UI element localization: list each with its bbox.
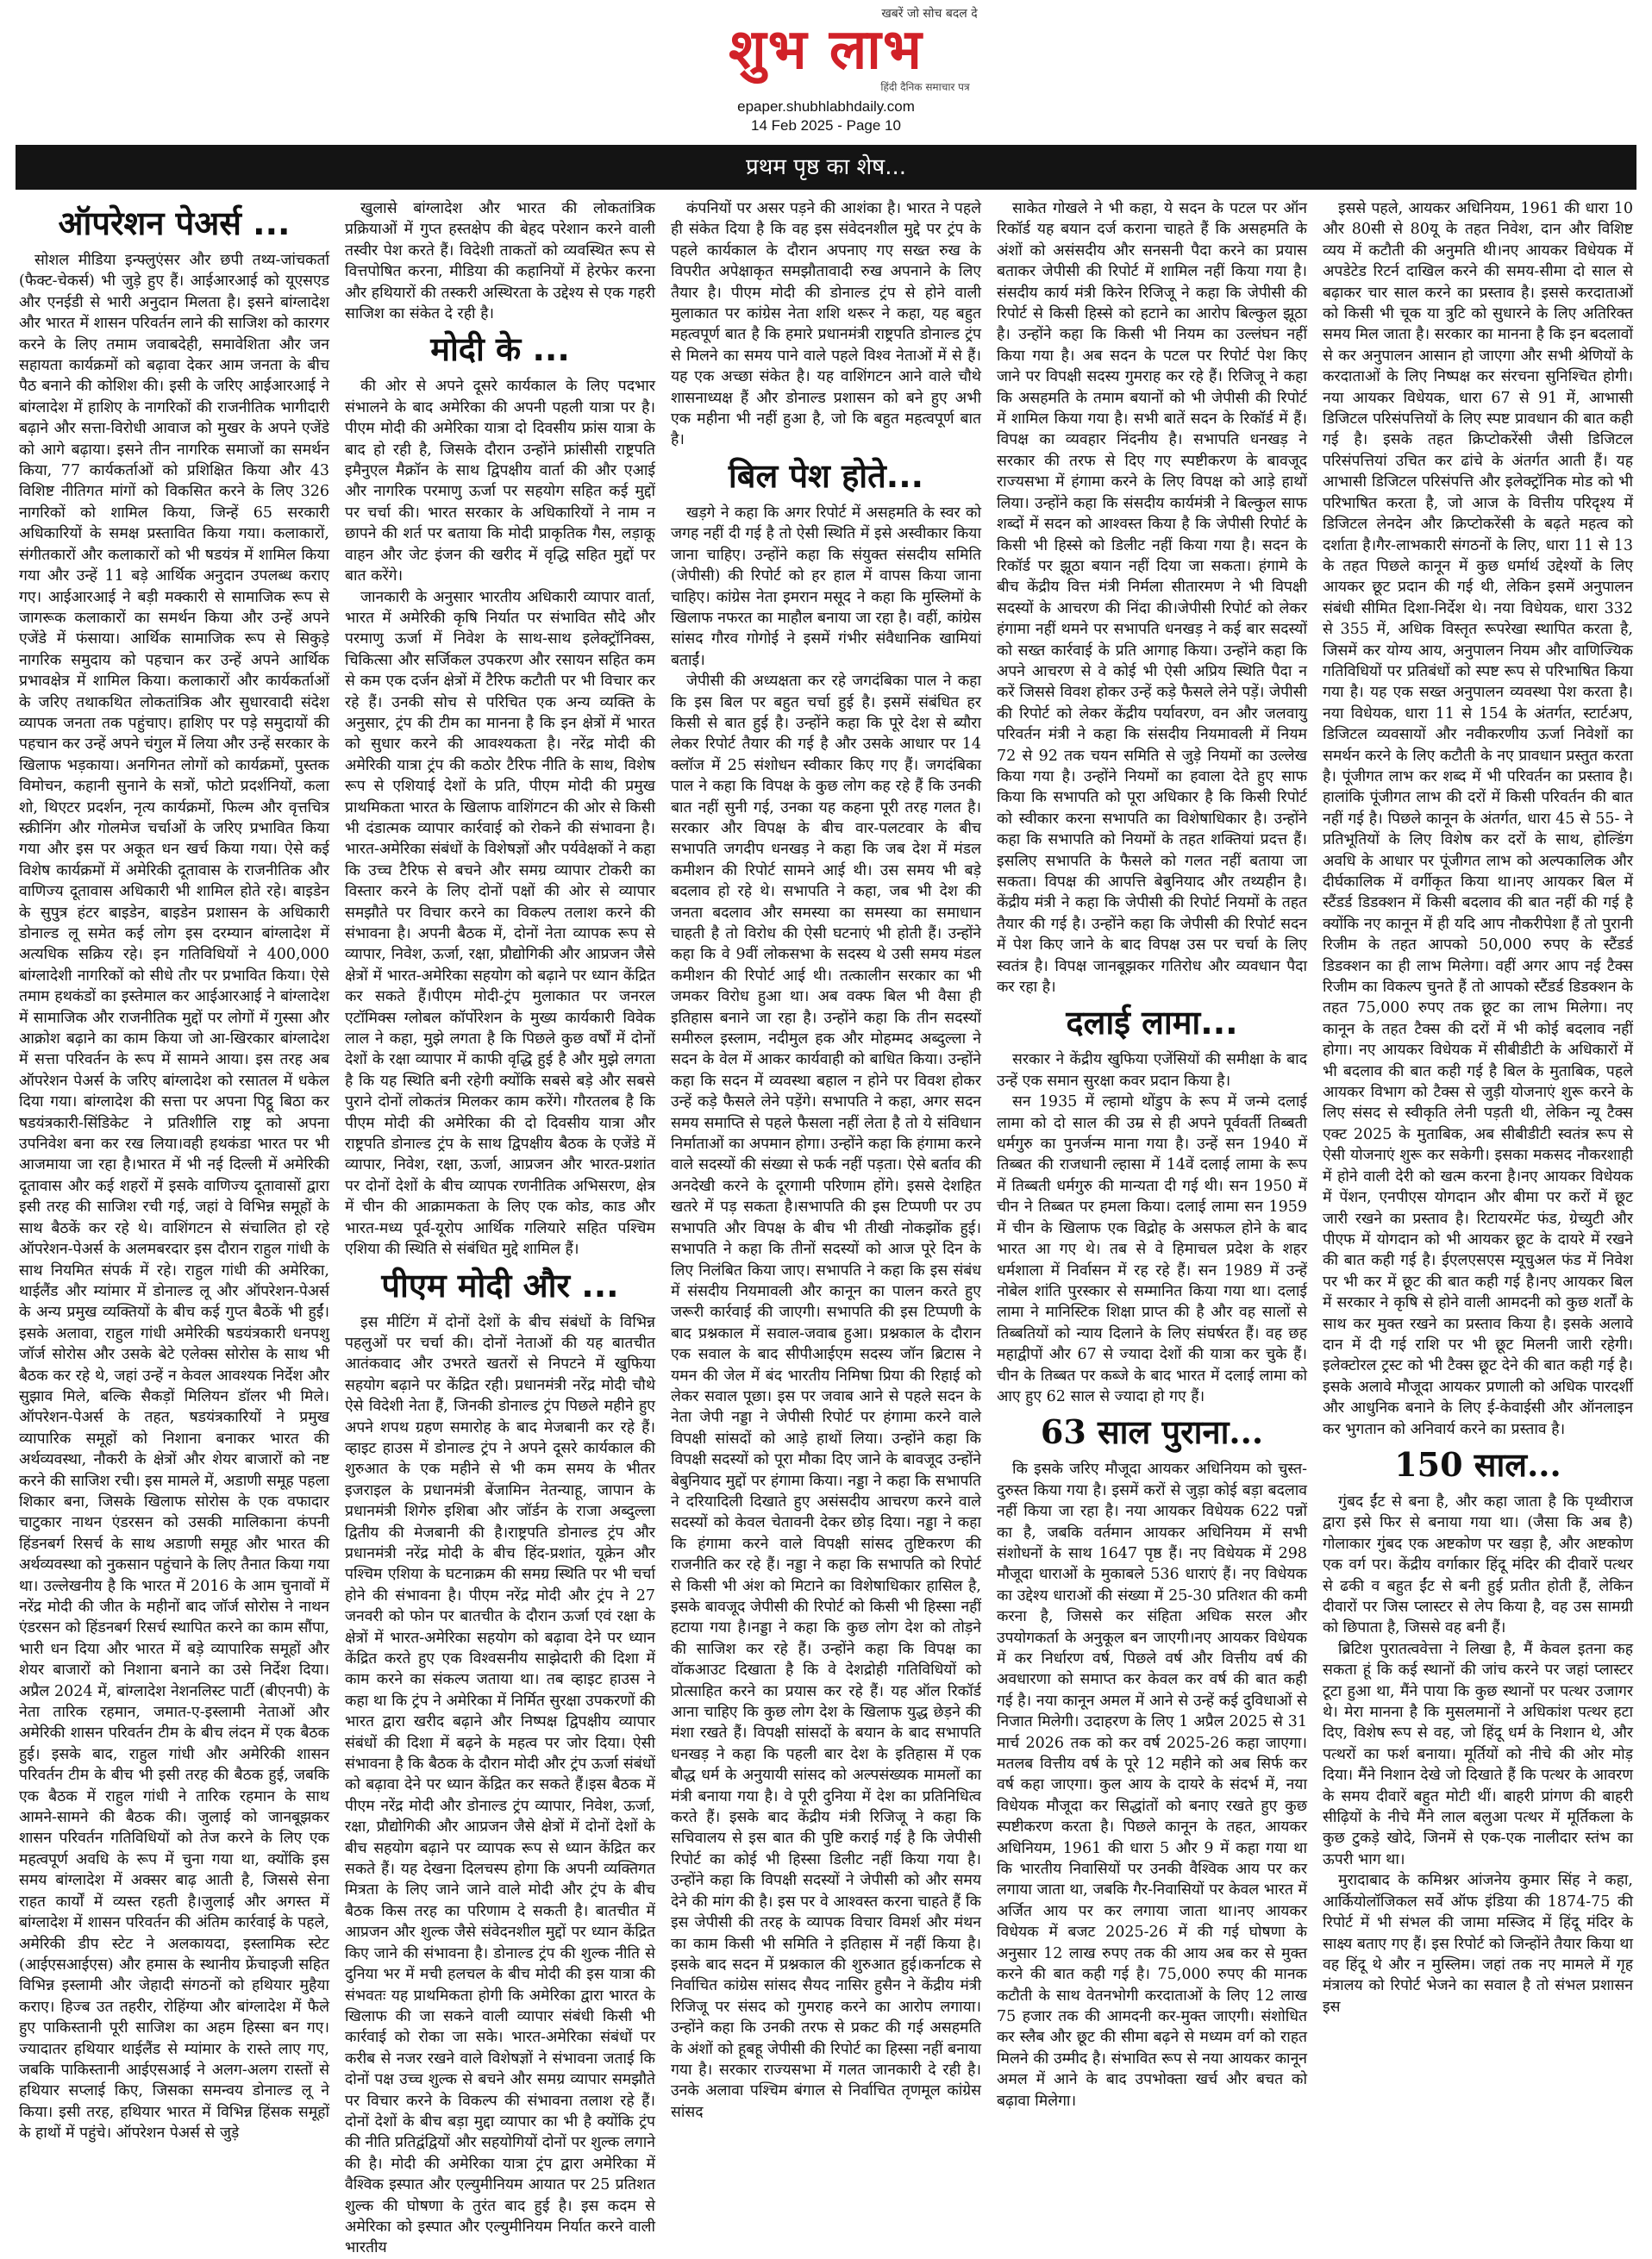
article-paragraph: इस मीटिंग में दोनों देशों के बीच संबंधों के विभिन्न पहलुओं पर चर्चा की। दोनों नेताओं की यह बातचीत आतंकवाद और उभरते खतरों से निपटने में खुफिया सहयोग बढ़ाने पर केंद्रित रही। प्रधानमंत्री नरेंद्र मोदी चौथे ऐसे विदेशी नेता हैं, जिनकी डोनाल्ड ट्रंप पिछले महीने हुए अपने शपथ ग्रहण समारोह के बाद मेजबानी कर रहे हैं।व्हाइट हाउस में डोनाल्ड ट्रंप ने अपने दूसरे कार्यकाल की शुरुआत के एक महीने से भी कम समय के भीतर इजराइल के प्रधानमंत्री बेंजामिन नेतन्याहू, जापान के प्रधानमंत्री शिगेरु इशिबा और जॉर्डन के राजा अब्दुल्ला द्वितीय की मेजबानी की है।राष्ट्रपति डोनाल्ड ट्रंप और प्रधानमंत्री नरेंद्र मोदी के बीच हिंद-प्रशांत, यूक्रेन और पश्चिम एशिया के घटनाक्रम की समग्र स्थिति पर भी चर्चा होने की संभावना है। पीएम नरेंद्र मोदी और ट्रंप ने 27 जनवरी को फोन पर बातचीत के दौरान ऊर्जा एवं रक्षा के क्षेत्रों में भारत-अमेरिका सहयोग को बढ़ावा देने पर ध्यान केंद्रित करते हुए एक विश्वसनीय साझेदारी की दिशा में काम करने का संकल्प जताया था। तब व्हाइट हाउस ने कहा था कि ट्रंप ने अमेरिका में निर्मित सुरक्षा उपकरणों की भारत द्वारा खरीद बढ़ाने और निष्पक्ष द्विपक्षीय व्यापार संबंधों की दिशा में बढ़ने के महत्व पर जोर दिया। ऐसी संभावना है कि बैठक के दौरान मोदी और ट्रंप ऊर्जा संबंधों को बढ़ावा देने पर ध्यान केंद्रित कर सकते हैं।इस बैठक में पीएम नरेंद्र मोदी और डोनाल्ड ट्रंप व्यापार, निवेश, ऊर्जा, रक्षा, प्रौद्योगिकी और आप्रजन जैसे क्षेत्रों में दोनों देशों के बीच सहयोग बढ़ाने पर व्यापक रूप से ध्यान केंद्रित कर सकते हैं। यह देखना दिलचस्प होगा कि अपनी व्यक्तिगत मित्रता के लिए जाने जाने वाले मोदी और ट्रंप के बीच बैठक किस तरह का परिणाम दे सकती है। बातचीत में आप्रजन और शुल्क जैसे संवेदनशील मुद्दों पर ध्यान केंद्रित किए जाने की संभावना है। डोनाल्ड ट्रंप की शुल्क नीति से दुनिया भर में मची हलचल के बीच मोदी की इस यात्रा की संभवतः यह प्राथमिकता होगी कि अमेरिका द्वारा भारत के खिलाफ की जा सकने वाली व्यापार संबंधी किसी भी कार्रवाई को रोका जा सके। भारत-अमेरिका संबंधों पर करीब से नजर रखने वाले विशेषज्ञों ने संभावना जताई कि दोनों पक्ष उच्च शुल्क से बचने और समग्र व्यापार समझौते पर विचार करने के विकल्प की संभावना तलाश रहे हैं।दोनों देशों के बीच बड़ा मुद्दा व्यापार का भी है क्योंकि ट्रंप की नीति प्रतिद्वंद्वियों और सहयोगियों दोनों पर शुल्क लगाने की है। मोदी की अमेरिका यात्रा ट्रंप द्वारा अमेरिका में वैश्विक इस्पात और एल्युमीनियम आयात पर 25 प्रतिशत शुल्क की घोषणा के तुरंत बाद हुई है। इस कदम से अमेरिका को इस्पात और एल्युमीनियम निर्यात करने वाली भारतीय (345, 1313, 655, 2257)
column-1 (19, 198, 329, 2225)
article-heading: मोदी के ... (430, 330, 570, 369)
masthead-tagline: खबरें जो सोच बदल दे (881, 7, 978, 21)
article-paragraph: सरकार ने केंद्रीय खुफिया एजेंसियों की समीक्षा के बाद उन्हें एक समान सुरक्षा कवर प्रदान किया है। (997, 1051, 1307, 1090)
article-paragraph: मुरादाबाद के कमिश्नर आंजनेय कुमार सिंह ने कहा, आर्कियोलॉजिकल सर्वे ऑफ इंडिया की 1874-75 की रिपोर्ट में भी संभल की जामा मस्जिद में हिंदू मंदिर के साक्ष्य बताए गए हैं। इस रिपोर्ट को जिन्होंने तैयार किया था वह हिंदू थे और न मुस्लिम। जहां तक नए मामले में गृह मंत्रालय को रिपोर्ट भेजने का सवाल है तो संभल प्रशासन इस (1323, 1872, 1633, 2016)
article-paragraph: इससे पहले, आयकर अधिनियम, 1961 की धारा 10 और 80सी से 80यू के तहत निवेश, दान और विशिष्ट व्यय में कटौती की अनुमति थी।नए आयकर विधेयक में अपडेटेड रिटर्न दाखिल करने की समय-सीमा दो साल से बढ़ाकर चार साल करने का प्रस्ताव है। इससे करदाताओं को किसी भी चूक या त्रुटि को सुधारने के लिए अतिरिक्त समय मिल जाता है। सरकार का मानना है कि इन बदलावों से कर अनुपालन आसान हो जाएगा और सभी श्रेणियों के करदाताओं के लिए निष्पक्ष कर संरचना सुनिश्चित होगी। नया आयकर विधेयक, धारा 67 से 91 में, आभासी डिजिटल परिसंपत्तियों के लिए स्पष्ट प्रावधान की बात कही गई है। इसके तहत क्रिप्टोकरेंसी जैसी डिजिटल परिसंपत्तियां उचित कर ढांचे के अंतर्गत आती हैं। यह आभासी डिजिटल परिसंपत्ति और इलेक्ट्रॉनिक मोड को भी परिभाषित करता है, जो आज के वित्तीय परिदृश्य में डिजिटल लेनदेन और क्रिप्टोकरेंसी के बढ़ते महत्व को दर्शाता है।गैर-लाभकारी संगठनों के लिए, धारा 11 से 13 के तहत पिछले कानून में कुछ धर्मार्थ उद्देश्यों के लिए आयकर छूट प्रदान की गई थी, लेकिन इसमें अनुपालन संबंधी सीमित दिशा-निर्देश थे। नया विधेयक, धारा 332 से 355 में, अधिक विस्तृत रूपरेखा स्थापित करता है, जिसमें कर योग्य आय, अनुपालन नियम और वाणिज्यिक गतिविधियों पर प्रतिबंधों को स्पष्ट रूप से परिभाषित किया गया है। यह एक सख्त अनुपालन व्यवस्था पेश करता है। नया विधेयक, धारा 11 से 154 के अंतर्गत, स्टार्टअप, डिजिटल व्यवसायों और नवीकरणीय ऊर्जा निवेशों का समर्थन करने के लिए कटौती के नए प्रावधान प्रस्तुत करता है। पूंजीगत लाभ कर शब्द में भी परिवर्तन का प्रस्ताव है। हालांकि पूंजीगत लाभ की दरों में किसी परिवर्तन की बात नहीं गई है। पिछले कानून के अंतर्गत, धारा 45 से 55- ने प्रतिभूतियों के लिए विशेष कर दरों के साथ, होल्डिंग अवधि के आधार पर पूंजीगत लाभ को अल्पकालिक और दीर्घकालिक में वर्गीकृत किया था।नए आयकर बिल में स्टैंडर्ड डिडक्शन में किसी बदलाव की बात नहीं की गई है क्योंकि नए कानून में ही यदि आप नौकरीपेशा हैं तो पुरानी रिजीम के तहत आपको 50,000 रुपए के स्टैंडर्ड डिडक्शन का ही लाभ मिलेगा। वहीं अगर आप नई टैक्स रिजीम का विकल्प चुनते हैं तो आपको स्टैंडर्ड डिडक्शन के तहत 75,000 रुपए तक छूट का लाभ मिलेगा। नए कानून के तहत टैक्स की दरों में भी कोई बदलाव नहीं होगा। नए आयकर विधेयक में सीबीडीटी के अधिकारों में भी बदलाव की बात कही गई है बिल के मुताबिक, पहले आयकर विभाग को टैक्स से जुड़ी योजनाएं शुरू करने के लिए संसद से स्वीकृति लेनी पड़ती थी, लेकिन न्यू टैक्स एक्ट 2025 के मुताबिक, अब सीबीडीटी स्वतंत्र रूप से ऐसी योजनाएं शुरू कर सकेगी। इसका मकसद नौकरशाही में होने वाली देरी को खत्म करना है।नए आयकर विधेयक में पेंशन, एनपीएस योगदान और बीमा पर करों में छूट जारी रखने का प्रस्ताव है। रिटायरमेंट फंड, ग्रेच्युटी और पीएफ में योगदान को भी आयकर छूट के दायरे में रखने की बात कही गई है। ईएलएसएस म्यूचुअल फंड में निवेश पर भी कर में छूट की बात कही गई है।नए आयकर बिल में सरकार ने कृषि से होने वाली आमदनी को कुछ शर्तों के साथ कर मुक्त रखने का प्रस्ताव किया है। इसके अलावे दान में दी गई राशि पर भी छूट मिलनी जारी रहेगी। इलेक्टोरल ट्रस्ट को भी टैक्स छूट देने की बात कही गई है। इसके अलावे मौजूदा आयकर प्रणाली को अधिक पारदर्शी और आधुनिक बनाने के लिए ई-केवाईसी और ऑनलाइन कर भुगतान को अनिवार्य करने का प्रस्ताव है। (1323, 200, 1633, 1438)
column-5 (1323, 198, 1633, 2225)
article-paragraph: जानकारी के अनुसार भारतीय अधिकारी व्यापार वार्ता, भारत में अमेरिकी कृषि निर्यात पर संभावित सौदे और परमाणु ऊर्जा में निवेश के साथ-साथ इलेक्ट्रॉनिक्स, चिकित्सा और सर्जिकल उपकरण और रसायन सहित कम से कम एक दर्जन क्षेत्रों में टैरिफ कटौती पर भी विचार कर रहे हैं। उनकी सोच से परिचित एक अन्य व्यक्ति के अनुसार, ट्रंप की टीम का मानना है कि इन क्षेत्रों में भारत को सुधार करने की आवश्यकता है। नरेंद्र मोदी की अमेरिकी यात्रा ट्रंप की कठोर टैरिफ नीति के साथ, विशेष रूप से एशियाई देशों के प्रति, पीएम मोदी की प्रमुख प्राथमिकता भारत के खिलाफ वाशिंगटन की ओर से किसी भी दंडात्मक व्यापार कार्रवाई को रोकने की संभावना है। भारत-अमेरिका संबंधों के विशेषज्ञों और पर्यवेक्षकों ने कहा कि उच्च टैरिफ से बचने और समग्र व्यापार टोकरी का विस्तार करने के लिए दोनों पक्षों की ओर से व्यापार समझौते पर विचार करने का विकल्प तलाश करने की संभावना है। अपनी बैठक में, दोनों नेता व्यापक रूप से व्यापार, निवेश, ऊर्जा, रक्षा, प्रौद्योगिकी और आप्रजन जैसे क्षेत्रों में भारत-अमेरिका सहयोग को बढ़ाने पर ध्यान केंद्रित कर सकते हैं।पीएम मोदी-ट्रंप मुलाकात पर जनरल एटॉमिक्स ग्लोबल कॉर्पोरेशन के मुख्य कार्यकारी विवेक लाल ने कहा, मुझे लगता है कि पिछले कुछ वर्षों में दोनों देशों के रक्षा व्यापार में काफी वृद्धि हुई है और मुझे लगता है कि यह स्थिति बनी रहेगी क्योंकि सबसे बड़े और सबसे पुराने दोनों लोकतंत्र मिलकर काम करेंगे। गौरतलब है कि पीएम मोदी की अमेरिका की दो दिवसीय यात्रा और राष्ट्रपति डोनाल्ड ट्रंप के साथ द्विपक्षीय बैठक के एजेंडे में व्यापार, निवेश, रक्षा, ऊर्जा, आप्रजन और भारत-प्रशांत पर दोनों देशों के बीच व्यापक रणनीतिक अभिसरण, क्षेत्र में चीन की आक्रामकता के लिए एक कोड, काड और भारत-मध्य पूर्व-यूरोप आर्थिक गलियारे सहित पश्चिम एशिया की स्थिति से संबंधित मुद्दे शामिल हैं। (345, 588, 655, 1259)
newspaper-logo: शुभ लाभ (729, 18, 923, 82)
article-paragraph: खड़गे ने कहा कि अगर रिपोर्ट में असहमति के स्वर को जगह नहीं दी गई है तो ऐसी स्थिति में इसे अस्वीकार किया जाना चाहिए। उन्होंने कहा कि संयुक्त संसदीय समिति (जेपीसी) की रिपोर्ट को हर हाल में वापस किया जाना चाहिए। कांग्रेस नेता इमरान मसूद ने कहा कि मुस्लिमों के खिलाफ नफरत का माहौल बनाया जा रहा है। वहीं, कांग्रेस सांसद गौरव गोगोई ने इसमें गंभीर संवैधानिक खामियां बताईं। (671, 504, 981, 669)
column-3 (671, 198, 981, 2225)
article-heading: बिल पेश होते... (728, 456, 924, 495)
article-paragraph: खुलासे बांग्लादेश और भारत की लोकतांत्रिक प्रक्रियाओं में गुप्त हस्तक्षेप की बेहद परेशान करने वाली तस्वीर पेश करते हैं। विदेशी ताकतों को व्यवस्थित रूप से वित्तपोषित करना, मीडिया की कहानियों में हेरफेर करना और हथियारों की तस्करी अस्थिरता के उद्देश्य से एक गहरी साजिश का संकेत दे रही है। (345, 200, 655, 323)
article-heading: 63 साल पुराना... (1040, 1412, 1264, 1452)
epaper-url: epaper.shubhlabhdaily.com (737, 98, 915, 115)
article-paragraph: गुंबद ईंट से बना है, और कहा जाता है कि पृथ्वीराज द्वारा इसे फिर से बनाया गया था। (जैसा कि अब है) गोलाकार गुंबद एक अष्टकोण पर खड़ा है, और अष्टकोण एक वर्ग पर। केंद्रीय वर्गाकार हिंदू मंदिर की दीवारें पत्थर से ढकी व बहुत ईंट से बनी हुई प्रतीत होती हैं, लेकिन दीवारों पर जिस प्लास्टर से लेप किया है, वह उस सामग्री को छिपाता है, जिससे वह बनी हैं। (1323, 1492, 1633, 1637)
column-4 (997, 198, 1307, 2225)
section-banner: प्रथम पृष्ठ का शेष... (16, 145, 1636, 190)
logo-subtitle: हिंदी दैनिक समाचार पत्र (880, 81, 970, 93)
article-paragraph: की ओर से अपने दूसरे कार्यकाल के लिए पदभार संभालने के बाद अमेरिका की अपनी पहली यात्रा पर है।पीएम मोदी की अमेरिका यात्रा दो दिवसीय फ्रांस यात्रा के बाद हो रही है, जिसके दौरान उन्होंने फ्रांसीसी राष्ट्रपति इमैनुएल मैक्रॉन के साथ द्विपक्षीय वार्ता की और एआई और नागरिक परमाणु ऊर्जा पर सहयोग सहित कई मुद्दों पर चर्चा की। भारत सरकार के अधिकारियों ने नाम न छापने की शर्त पर बताया कि मोदी प्राकृतिक गैस, लड़ाकू वाहन और जेट इंजन की खरीद में वृद्धि सहित मुद्दों पर बात करेंगे। (345, 378, 655, 585)
article-heading: दलाई लामा... (1066, 1004, 1238, 1042)
article-heading: 150 साल... (1394, 1444, 1561, 1484)
article-paragraph: साकेत गोखले ने भी कहा, ये सदन के पटल पर ऑन रिकॉर्ड यह बयान दर्ज कराना चाहते हैं कि असहमति के अंशों को असंसदीय और सनसनी पैदा करने का प्रयास बताकर जेपीसी की रिपोर्ट में शामिल नहीं किया गया है।संसदीय कार्य मंत्री किरेन रिजिजू ने कहा कि जेपीसी की रिपोर्ट से किसी हिस्से को हटाने का आरोप बिल्कुल झूठा है। उन्होंने कहा कि किसी भी नियम का उल्लंघन नहीं किया गया है। अब सदन के पटल पर रिपोर्ट पेश किए जाने पर विपक्षी सदस्य गुमराह कर रहे हैं। रिजिजू ने कहा कि असहमति के तमाम बयानों को भी जेपीसी की रिपोर्ट में शामिल किया गया है। सभी बातें सदन के रिकॉर्ड में हैं। विपक्ष का व्यवहार निंदनीय है। सभापति धनखड़ ने सरकार की तरफ से दिए गए स्पष्टीकरण के बावजूद राज्यसभा में हंगामा करने के लिए विपक्ष को आड़े हाथों लिया। उन्होंने कहा कि संसदीय कार्यमंत्री ने बिल्कुल साफ शब्दों में सदन को आश्वस्त किया है कि जेपीसी रिपोर्ट के किसी भी हिस्से को डिलीट नहीं किया गया है। सदन के रिकॉर्ड पर झूठा बयान नहीं दिया जा सकता। हंगामे के बीच केंद्रीय वित्त मंत्री निर्मला सीतारमण ने भी विपक्षी सदस्यों के आचरण की निंदा की।जेपीसी रिपोर्ट को लेकर हंगामा नहीं थमने पर सभापति धनखड़ ने कई बार सदस्यों को सख्त कार्रवाई के प्रति आगाह किया। उन्होंने कहा कि अपने आचरण से वे कोई भी ऐसी अप्रिय स्थिति पैदा न करें जिससे विवश होकर उन्हें कड़े फैसले लेने पड़ें। जेपीसी की रिपोर्ट को लेकर केंद्रीय पर्यावरण, वन और जलवायु परिवर्तन मंत्री ने कहा कि संसदीय नियमावली में नियम 72 से 92 तक चयन समिति से जुड़े नियमों का उल्लेख किया गया है। उन्होंने नियमों का हवाला देते हुए साफ किया कि सभापति को पूरा अधिकार है कि किसी रिपोर्ट को स्वीकार करना सभापति का विशेषाधिकार है। उन्होंने कहा कि सभापति को नियमों के तहत शक्तियां प्रदत्त हैं। इसलिए सभापति के फैसले को गलत नहीं बताया जा सकता। विपक्ष की आपत्ति बेबुनियाद और तथ्यहीन है। केंद्रीय मंत्री ने कहा कि जेपीसी की रिपोर्ट नियमों के तहत तैयार की गई है। उन्होंने कहा कि जेपीसी की रिपोर्ट सदन में पेश किए जाने के बाद विपक्ष उस पर चर्चा के लिए स्वतंत्र है। विपक्ष जानबूझकर गतिरोध और व्यवधान पैदा कर रहा है। (997, 200, 1307, 997)
column-2 (345, 198, 655, 2257)
date-page: 14 Feb 2025 - Page 10 (751, 117, 901, 134)
article-heading: ऑपरेशन पेअर्स ... (58, 204, 291, 242)
masthead (0, 0, 1652, 138)
article-columns (19, 198, 1633, 2257)
article-paragraph: ब्रिटिश पुरातत्ववेत्ता ने लिखा है, मैं केवल इतना कह सकता हूं कि कई स्थानों की जांच करने पर जहां प्लास्टर टूटा हुआ था, मैंने पाया कि कुछ स्थानों पर पत्थर उजागर थे। मेरा मानना है कि मुसलमानों ने अधिकांश पत्थर हटा दिए, विशेष रूप से वह, जो हिंदू धर्म के निशान थे, और पत्थरों का फर्श बनाया। मूर्तियों को नीचे की ओर मोड़ दिया। मैंने निशान देखे जो दिखाते हैं कि पत्थर के आवरण के समय दीवारें बहुत मोटी थीं। बाहरी प्रांगण की बाहरी सीढ़ियों के नीचे मैंने लाल बलुआ पत्थर में मूर्तिकला के कुछ टुकड़े खोदे, जिनमें से एक-एक नालीदार स्तंभ का ऊपरी भाग था। (1323, 1640, 1633, 1868)
article-paragraph: सोशल मीडिया इन्फ्लुएंसर और छपी तथ्य-जांचकर्ता (फैक्ट-चेकर्स) भी जुड़े हुए हैं। आईआरआई को यूएसएड और एनईडी से भारी अनुदान मिलता है। इसने बांग्लादेश और भारत में शासन परिवर्तन लाने की साजिश को कारगर करने के लिए तमाम जवाबदेही, समावेशिता और जन सहायता कार्यक्रमों को बढ़ावा देकर आम जनता के बीच पैठ बनाने की कोशिश की। इसी के जरिए आईआरआई ने बांग्लादेश में हाशिए के नागरिकों की राजनीतिक भागीदारी बढ़ाने और सत्ता-विरोधी आवाज को मुखर के अपने एजेंडे को आगे बढ़ाया। इसने तीन नागरिक समाजों का समर्थन किया, 77 कार्यकर्ताओं को प्रशिक्षित किया और 43 विशिष्ट नीतिगत मांगों को विकसित करने के लिए 326 नागरिकों को शामिल किया, जिन्हें 65 सरकारी अधिकारियों के समक्ष प्रस्तावित किया गया। कलाकारों, संगीतकारों और कलाकारों को भी षडयंत्र में शामिल किया गया और उन्हें 11 बड़े आर्थिक अनुदान उपलब्ध कराए गए। आईआरआई ने बड़ी मक्कारी से सामाजिक रूप से जागरूक कलाकारों का समर्थन किया और उन्हें अपने एजेंडे में फंसाया। आर्थिक सामाजिक रूप से सिकुड़े नागरिक समुदाय को पहचान कर उन्हें अपने आर्थिक प्रभावक्षेत्र में शामिल किया। कलाकारों और कार्यकर्ताओं के जरिए तथाकथित लोकतांत्रिक और सुधारवादी संदेश व्यापक जनता तक पहुंचाए। हाशिए पर पड़े समुदायों की पहचान कर उन्हें अपने चंगुल में लिया और उन्हें सरकार के खिलाफ भड़काया। अनगिनत लोगों को कार्यक्रमों, पुस्तक विमोचन, कहानी सुनाने के सत्रों, फोटो प्रदर्शनियों, कला शो, थिएटर प्रदर्शन, नृत्य कार्यक्रमों, फिल्म और वृत्तचित्र स्क्रीनिंग और गोलमेज चर्चाओं के जरिए प्रभावित किया गया और इस पर अकूत धन खर्च किया गया। ऐसे कई विशेष कार्यक्रमों में अमेरिकी दूतावास के राजनीतिक और वाणिज्य दूतावास अधिकारी भी शामिल होते रहे। बाइडेन के सुपुत्र हंटर बाइडेन, बाइडेन प्रशासन के अधिकारी डोनाल्ड लू समेत कई लोग इस दरम्यान बांग्लादेश में अत्यधिक सक्रिय रहे। इन गतिविधियों ने 400,000 बांग्लादेशी नागरिकों को सीधे तौर पर प्रभावित किया। ऐसे तमाम हथकंडों का इस्तेमाल कर आईआरआई ने बांग्लादेश में सामाजिक और राजनीतिक मुद्दों पर लोगों में गुस्सा और आक्रोश बढ़ाने का काम किया जो आ-खिरकार बांग्लादेश में सत्ता परिवर्तन के रूप में सामने आया। इस तरह अब ऑपरेशन पेअर्स के जरिए बांग्लादेश को रसातल में धकेल दिया गया। बांग्लादेश की सत्ता पर अपना पिट्ठू बिठा कर षडयंत्रकारी-सिंडिकेट ने प्रतिशीलि राष्ट्र को अपना उपनिवेश बना कर रख लिया।वही हथकंडा भारत पर भी आजमाया जा रहा है।भारत में भी नई दिल्ली में अमेरिकी दूतावास और कई शहरों में इसके वाणिज्य दूतावासों द्वारा इसी तरह की साजिश रची गई, जहां वे विभिन्न समूहों के साथ बैठकें कर रहे थे। वाशिंगटन से संचालित हो रहे ऑपरेशन-पेअर्स के अलमबरदार इस दौरान राहुल गांधी के साथ नियमित संपर्क में रहे। राहुल गांधी की अमेरिका, थाईलैंड और म्यांमार में डोनाल्ड लू और ऑपरेशन-पेअर्स के अन्य प्रमुख व्यक्तियों के बीच कई गुप्त बैठकें भी हुईं। इसके अलावा, राहुल गांधी अमेरिकी षडयंत्रकारी धनपशु जॉर्ज सोरोस और उसके बेटे एलेक्स सोरोस के साथ भी बैठक कर रहे थे, जहां उन्हें न केवल आवश्यक निर्देश और सुझाव मिले, बल्कि सैकड़ों मिलियन डॉलर भी मिले।ऑपरेशन-पेअर्स के तहत, षडयंत्रकारियों ने प्रमुख व्यापारिक समूहों को निशाना बनाकर भारत की अर्थव्यवस्था, नौकरी के क्षेत्रों और शेयर बाजारों को नष्ट करने की साजिश रची। इस मामले में, अडाणी समूह पहला शिकार बना, जिसके खिलाफ सोरोस के एक वफादार चाटुकार नाथन एंडरसन को उसकी मालिकाना कंपनी हिंडनबर्ग रिसर्च के साथ अडाणी समूह और भारत की अर्थव्यवस्था को नुकसान पहुंचाने के लिए तैनात किया गया था। उल्लेखनीय है कि भारत में 2016 के आम चुनावों में नरेंद्र मोदी की जीत के महीनों बाद जॉर्ज सोरोस ने नाथन एंडरसन को हिंडनबर्ग रिसर्च स्थापित करने का काम सौंपा, भारी धन दिया और भारत में बड़े व्यापारिक समूहों और शेयर बाजारों को निशाना बनाने का उसे निर्देश दिया। अप्रैल 2024 में, बांग्लादेश नेशनलिस्ट पार्टी (बीएनपी) के नेता तारिक रहमान, जमात-ए-इस्लामी नेताओं और अमेरिकी शासन परिवर्तन टीम के बीच लंदन में एक बैठक हुई। इसके बाद, राहुल गांधी और अमेरिकी शासन परिवर्तन टीम के बीच भी इसी तरह की बैठक हुई, जबकि एक बैठक में राहुल गांधी ने तारिक रहमान के साथ आमने-सामने की बैठक की। जुलाई को जानबूझकर शासन परिवर्तन गतिविधियों को तेज करने के लिए एक महत्वपूर्ण अवधि के रूप में चुना गया था, क्योंकि इस समय बांग्लादेश में अक्सर बाढ़ आती है, जिससे सेना राहत कार्यों में व्यस्त रहती है।जुलाई और अगस्त में बांग्लादेश में शासन परिवर्तन की अंतिम कार्रवाई के पहले, अमेरिकी डीप स्टेट ने अलकायदा, इस्लामिक स्टेट (आईएसआईएस) और हमास के स्थानीय फ्रेंचाइजी सहित विभिन्न इस्लामी और जेहादी संगठनों को हथियार मुहैया कराए। हिज्ब उत तहरीर, रोहिंग्या और बांग्लादेश में फैले हुए पाकिस्तानी पूरी साजिश का अहम हिस्सा बन गए। ज्यादातर हथियार थाईलैंड से म्यांमार के रास्ते लाए गए, जबकि पाकिस्तानी आईएसआई ने अलग-अलग रास्तों से हथियार सप्लाई किए, जिसका समन्वय डोनाल्ड लू ने किया। इसी तरह, हथियार भारत में विभिन्न हिंसक समूहों के हाथों में पहुंचे। ऑपरेशन पेअर्स से जुड़े (19, 252, 329, 2143)
article-heading: पीएम मोदी और ... (381, 1266, 619, 1305)
article-paragraph: कि इसके जरिए मौजूदा आयकर अधिनियम को चुस्त-दुरुस्त किया गया है। इसमें करों से जुड़ा कोई बड़ा बदलाव नहीं किया जा रहा है। नया आयकर विधेयक 622 पन्नों का है, जबकि वर्तमान आयकर अधिनियम में सभी संशोधनों के साथ 1647 पृष्ठ हैं। नए विधेयक में 298 मौजूदा धाराओं के मुकाबले 536 धाराएं हैं। नए विधेयक का उद्देश्य धाराओं की संख्या में 25-30 प्रतिशत की कमी करना है, जिससे कर संहिता अधिक सरल और उपयोगकर्ता के अनुकूल बन जाएगी।नए आयकर विधेयक में कर निर्धारण वर्ष, पिछले वर्ष और वित्तीय वर्ष की अवधारणा को समाप्त कर केवल कर वर्ष की बात कही गई है। नया कानून अमल में आने से उन्हें कई दुविधाओं से निजात मिलेगी। उदाहरण के लिए 1 अप्रैल 2025 से 31 मार्च 2026 तक को कर वर्ष 2025-26 कहा जाएगा। मतलब वित्तीय वर्ष के पूरे 12 महीने को अब सिर्फ कर वर्ष कहा जाएगा। कुल आय के दायरे के संदर्भ में, नया विधेयक मौजूदा कर सिद्धांतों को बनाए रखते हुए कुछ स्पष्टीकरण करता है। पिछले कानून के तहत, आयकर अधिनियम, 1961 की धारा 5 और 9 में कहा गया था कि भारतीय निवासियों पर उनकी वैश्विक आय पर कर लगाया जाता था, जबकि गैर-निवासियों पर केवल भारत में अर्जित आय पर कर लगाया जाता था।नए आयकर विधेयक में बजट 2025-26 में की गई घोषणा के अनुसार 12 लाख रुपए तक की आय अब कर से मुक्त करने की बात कही गई है। 75,000 रुपए की मानक कटौती के साथ वेतनभोगी करदाताओं के लिए 12 लाख 75 हजार तक की आमदनी कर-मुक्त जाएगी। संशोधित कर स्लैब और छूट की सीमा बढ़ने से मध्यम वर्ग को राहत मिलने की उम्मीद है। संभावित रूप से नया आयकर कानून अमल में आने के बाद उपभोक्ता खर्च और बचत को बढ़ावा मिलेगा। (997, 1461, 1307, 2110)
article-paragraph: कंपनियों पर असर पड़ने की आशंका है। भारत ने पहले ही संकेत दिया है कि वह इस संवेदनशील मुद्दे पर ट्रंप के पहले कार्यकाल के दौरान अपनाए गए सख्त रुख के विपरीत अपेक्षाकृत समझौतावादी रुख अपनाने के लिए तैयार है। पीएम मोदी की डोनाल्ड ट्रंप से होने वाली मुलाकात पर कांग्रेस नेता शशि थरूर ने कहा, यह बहुत महत्वपूर्ण बात है कि हमारे प्रधानमंत्री राष्ट्रपति डोनाल्ड ट्रंप से मिलने का समय पाने वाले पहले विश्व नेताओं में से हैं। यह एक अच्छा संकेत है। यह वाशिंगटन आने वाले चौथे शासनाध्यक्ष हैं और डोनाल्ड प्रशासन को बने हुए अभी एक महीना भी नहीं हुआ है, जो कि बहुत महत्वपूर्ण बात है। (671, 200, 981, 449)
article-paragraph: जेपीसी की अध्यक्षता कर रहे जगदंबिका पाल ने कहा कि इस बिल पर बहुत चर्चा हुई है। इसमें संबंधित हर किसी से बात हुई है। उन्होंने कहा कि पूरे देश से ब्यौरा लेकर रिपोर्ट तैयार की गई है और उसके आधार पर 14 क्लॉज में 25 संशोधन स्वीकार किए गए हैं। जगदंबिका पाल ने कहा कि विपक्ष के कुछ लोग कह रहे हैं कि उनकी बात नहीं सुनी गई, उनका यह कहना पूरी तरह गलत है।सरकार और विपक्ष के बीच वार-पलटवार के बीच सभापति जगदीप धनखड़ ने कहा कि जब देश में मंडल कमीशन की रिपोर्ट सामने आई थी। उस समय भी बड़े बदलाव हो रहे थे। सभापति ने कहा, जब भी देश की जनता बदलाव और समस्या का समस्या का समाधान चाहती है तो विरोध की ऐसी घटनाएं भी होती हैं। उन्होंने कहा कि वे 9वीं लोकसभा के सदस्य थे उसी समय मंडल कमीशन की रिपोर्ट आई थी। तत्कालीन सरकार का भी जमकर विरोध हुआ था। अब वक्फ बिल भी वैसा ही इतिहास बनाने जा रहा है। उन्होंने कहा कि तीन सदस्यों समीरुल इस्लाम, नदीमुल हक और मोहम्मद अब्दुल्ला ने सदन के वेल में आकर कार्यवाही को बाधित किया। उन्होंने कहा कि सदन में व्यवस्था बहाल न होने पर विवश होकर उन्हें कड़े फैसले लेने पड़ेंगे। सभापति ने कहा, अगर सदन समय समाप्ति से पहले फैसला नहीं लेता है तो ये संविधान निर्माताओं का अपमान होगा। उन्होंने कहा कि हंगामा करने वाले सदस्यों की संख्या से फर्क नहीं पड़ता। ऐसे बर्ताव की अनदेखी करने के दूरगामी परिणाम होंगे। इससे देशहित खतरे में पड़ सकता है।सभापति की इस टिप्पणी पर उप सभापति और विपक्ष के बीच भी तीखी नोकझोंक हुई। सभापति ने कहा कि तीनों सदस्यों को आज पूरे दिन के लिए निलंबित किया जाए। सभापति ने कहा कि इस संबंध में संसदीय नियमावली और कानून का पालन करते हुए जरूरी कार्रवाई की जाएगी। सभापति की इस टिप्पणी के बाद प्रश्नकाल में सवाल-जवाब हुआ। प्रश्नकाल के दौरान एक सवाल के बाद सीपीआईएम सदस्य जॉन ब्रिटास ने यमन की जेल में बंद भारतीय निमिषा प्रिया की रिहाई को लेकर सवाल पूछा। इस पर जवाब आने से पहले सदन के नेता जेपी नड्डा ने जेपीसी रिपोर्ट पर हंगामा करने वाले विपक्षी सांसदों को आड़े हाथों लिया। उन्होंने कहा कि विपक्षी सदस्यों को पूरा मौका दिए जाने के बावजूद उन्होंने बेबुनियाद मुद्दों पर हंगामा किया। नड्डा ने कहा कि सभापति ने दरियादिली दिखाते हुए असंसदीय आचरण करने वाले सदस्यों को केवल चेतावनी देकर छोड़ दिया। नड्डा ने कहा कि हंगामा करने वाले विपक्षी सांसद तुष्टिकरण की राजनीति कर रहे हैं। नड्डा ने कहा कि सभापति को रिपोर्ट से किसी भी अंश को मिटाने का विशेषाधिकार हासिल है, इसके बावजूद जेपीसी की रिपोर्ट को किसी भी हिस्सा नहीं हटाया गया है।नड्डा ने कहा कि कुछ लोग देश को तोड़ने की साजिश कर रहे हैं। उन्होंने कहा कि विपक्ष का वॉकआउट दिखाता है कि वे देशद्रोही गतिविधियों को प्रोत्साहित करने का प्रयास कर रहे हैं। यह ऑल रिकॉर्ड आना चाहिए कि कुछ लोग देश के खिलाफ युद्ध छेड़ने की मंशा रखते हैं। विपक्षी सांसदों के बयान के बाद सभापति धनखड़ ने कहा कि पहली बार देश के इतिहास में एक बौद्ध धर्म के अनुयायी सांसद को अल्पसंख्यक मामलों का मंत्री बनाया गया है। वे पूरी दुनिया में देश का प्रतिनिधित्व करते हैं। इसके बाद केंद्रीय मंत्री रिजिजू ने कहा कि सचिवालय से इस बात की पुष्टि कराई गई है कि जेपीसी रिपोर्ट का कोई भी हिस्सा डिलीट नहीं किया गया है। उन्होंने कहा कि विपक्षी सदस्यों ने जेपीसी को और समय देने की मांग की है। इस पर वे आश्वस्त करना चाहते हैं कि इस जेपीसी की तरह के व्यापक विचार विमर्श और मंथन का काम किसी भी समिति ने इतिहास में नहीं किया है। इसके बाद सदन में प्रश्नकाल की शुरुआत हुई।कर्नाटक से निर्वाचित कांग्रेस सांसद सैयद नासिर हुसैन ने केंद्रीय मंत्री रिजिजू पर संसद को गुमराह करने का आरोप लगाया। उन्होंने कहा कि उनकी तरफ से प्रकट की गई असहमति के अंशों को हूबहू जेपीसी की रिपोर्ट का हिस्सा नहीं बनाया गया है। सरकार राज्यसभा में गलत जानकारी दे रही है। उनके अलावा पश्चिम बंगाल से निर्वाचित तृणमूल कांग्रेस सांसद (671, 673, 981, 2121)
article-paragraph: सन 1935 में ल्हामो थोंडुप के रूप में जन्मे दलाई लामा को दो साल की उम्र से ही अपने पूर्ववर्ती तिब्बती धर्मगुरु का पुनर्जन्म माना गया है। उन्हें सन 1940 में तिब्बत की राजधानी ल्हासा में 14वें दलाई लामा के रूप में तिब्बती धर्मगुरु की मान्यता दी गई थी। सन 1950 में चीन ने तिब्बत पर हमला किया। दलाई लामा सन 1959 में चीन के खिलाफ एक विद्रोह के असफल होने के बाद भारत आ गए थे। तब से वे हिमाचल प्रदेश के शहर धर्मशाला में निर्वासन में रह रहे हैं। सन 1989 में उन्हें नोबेल शांति पुरस्कार से सम्मानित किया गया था। दलाई लामा ने मानिस्टिक शिक्षा प्राप्त की है और वह सालों से तिब्बतियों को न्याय दिलाने के लिए संघर्षरत हैं। वह छह महाद्वीपों और 67 से ज्यादा देशों की यात्रा कर चुके हैं। चीन के तिब्बत पर कब्जे के बाद भारत में दलाई लामा को आए हुए 62 साल से ज्यादा हो गए हैं। (997, 1093, 1307, 1405)
